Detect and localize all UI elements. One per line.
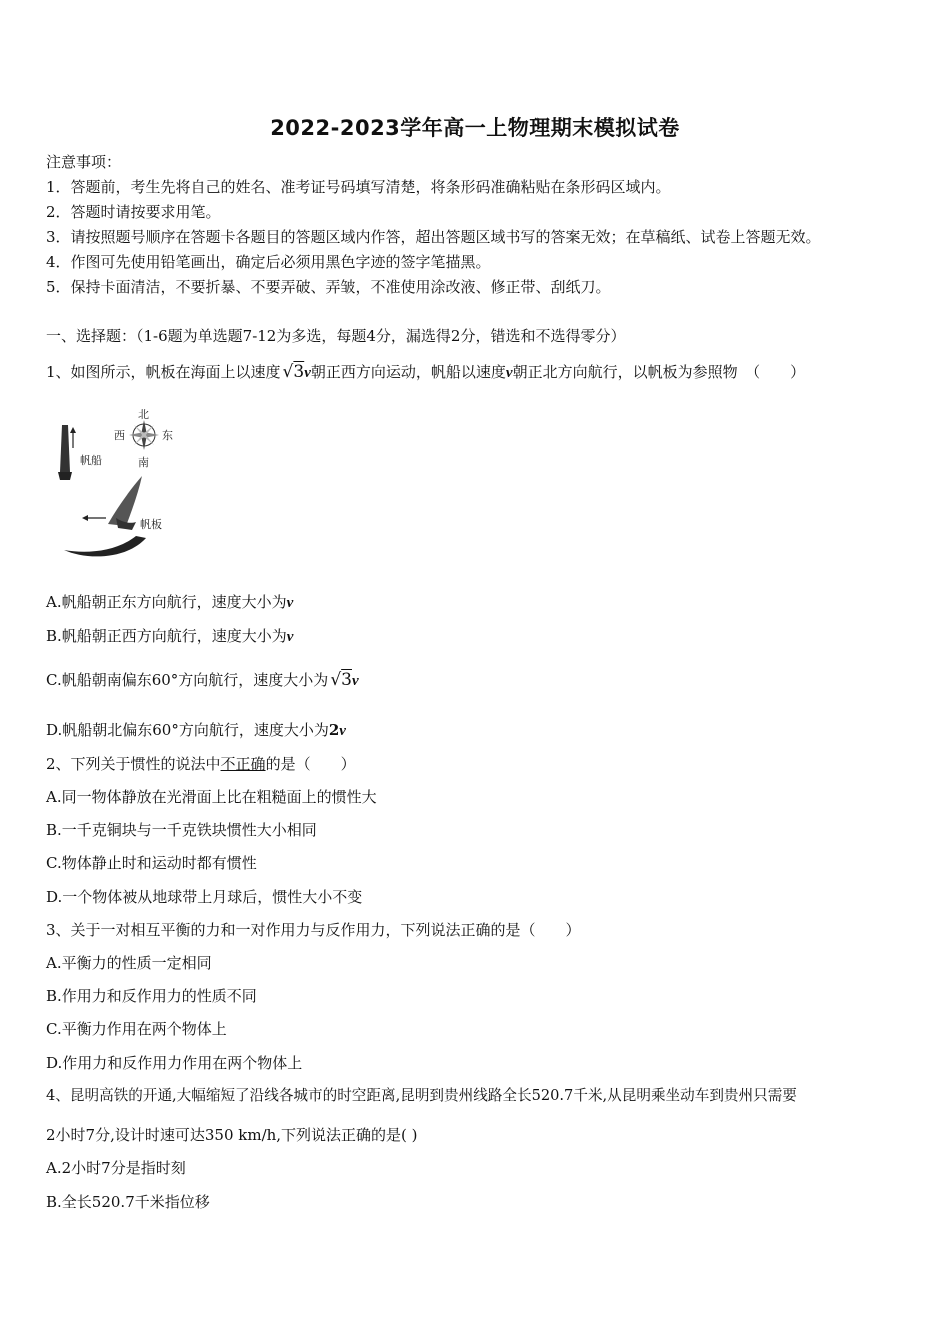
question-4-line-1: 4、昆明高铁的开通,大幅缩短了沿线各城市的时空距离,昆明到贵州线路全长520.7千米,从昆明乘坐动车到贵州只需要	[46, 1087, 797, 1104]
sailboat-label: 帆船	[80, 454, 102, 467]
windsurf-icon	[64, 476, 146, 556]
notice-item-4: 4．作图可先使用铅笔画出，确定后必须用黑色字迹的签字笔描黑。	[46, 253, 491, 271]
q3-option-c: C.平衡力作用在两个物体上	[46, 1020, 227, 1038]
sqrt-3: √3	[282, 362, 305, 382]
q4-option-a: A.2小时7分是指时刻	[46, 1159, 186, 1177]
notice-item-2: 2．答题时请按要求用笔。	[46, 203, 221, 221]
underlined-text: 不正确	[220, 755, 266, 773]
compass-east: 东	[162, 429, 173, 442]
q1-option-d: D.帆船朝北偏东60°方向航行，速度大小为2v	[46, 721, 346, 739]
question-4-line-2: 2小时7分,设计时速可达350 km/h,下列说法正确的是( )	[46, 1126, 418, 1144]
q2-option-b: B.一千克铜块与一千克铁块惯性大小相同	[46, 821, 317, 839]
q1-option-a: A.帆船朝正东方向航行，速度大小为v	[46, 593, 294, 611]
q1-text-mid: 朝正西方向运动，帆船以速度	[310, 363, 506, 381]
section-heading: 一、选择题：（1-6题为单选题7-12为多选，每题4分，漏选得2分，错选和不选得零分）	[46, 327, 626, 345]
question-3: 3、关于一对相互平衡的力和一对作用力与反作用力，下列说法正确的是（ ）	[46, 921, 581, 939]
sqrt-3: √3	[330, 670, 352, 690]
compass-north: 北	[138, 408, 149, 421]
compass-west: 西	[114, 429, 125, 442]
notice-item-3: 3．请按照题号顺序在答题卡各题目的答题区域内作答，超出答题区域书写的答案无效；在草稿纸、试卷上答题无效。	[46, 228, 821, 246]
radical-sign: √	[282, 362, 294, 382]
q3-option-a: A.平衡力的性质一定相同	[46, 954, 212, 972]
sailboat-icon	[58, 425, 76, 480]
q1-text-post: 朝正北方向航行，以帆板为参照物 （ ）	[512, 363, 806, 381]
page-title: 2022-2023学年高一上物理期末模拟试卷	[270, 116, 680, 140]
notice-heading: 注意事项：	[46, 153, 122, 171]
q1-option-c: C.帆船朝南偏东60°方向航行，速度大小为 √3v	[46, 670, 359, 690]
notice-item-5: 5．保持卡面清洁，不要折暴、不要弄破、弄皱，不准使用涂改液、修正带、刮纸刀。	[46, 278, 611, 296]
question-2: 2、下列关于惯性的说法中不正确的是（ ）	[46, 755, 356, 773]
radical-sign: √	[330, 670, 342, 690]
q4-option-b: B.全长520.7千米指位移	[46, 1193, 210, 1211]
q3-option-b: B.作用力和反作用力的性质不同	[46, 987, 257, 1005]
q2-option-a: A.同一物体静放在光滑面上比在粗糙面上的惯性大	[46, 788, 377, 806]
question-1: 1、如图所示，帆板在海面上以速度 √3v朝正西方向运动，帆船以速度v朝正北方向航行，以帆板为参照物 （ ）	[46, 362, 806, 382]
q2-option-c: C.物体静止时和运动时都有惯性	[46, 854, 257, 872]
q3-option-d: D.作用力和反作用力作用在两个物体上	[46, 1054, 303, 1072]
q2-option-d: D.一个物体被从地球带上月球后，惯性大小不变	[46, 888, 363, 906]
notice-item-1: 1．答题前，考生先将自己的姓名、准考证号码填写清楚，将条形码准确粘贴在条形码区域内。	[46, 178, 671, 196]
q1-text-pre: 1、如图所示，帆板在海面上以速度	[46, 363, 281, 381]
q1-option-b: B.帆船朝正西方向航行，速度大小为v	[46, 627, 294, 645]
q1-figure	[46, 400, 226, 570]
compass-south: 南	[138, 456, 149, 469]
windsurf-label: 帆板	[140, 518, 162, 531]
compass-icon	[129, 420, 159, 450]
